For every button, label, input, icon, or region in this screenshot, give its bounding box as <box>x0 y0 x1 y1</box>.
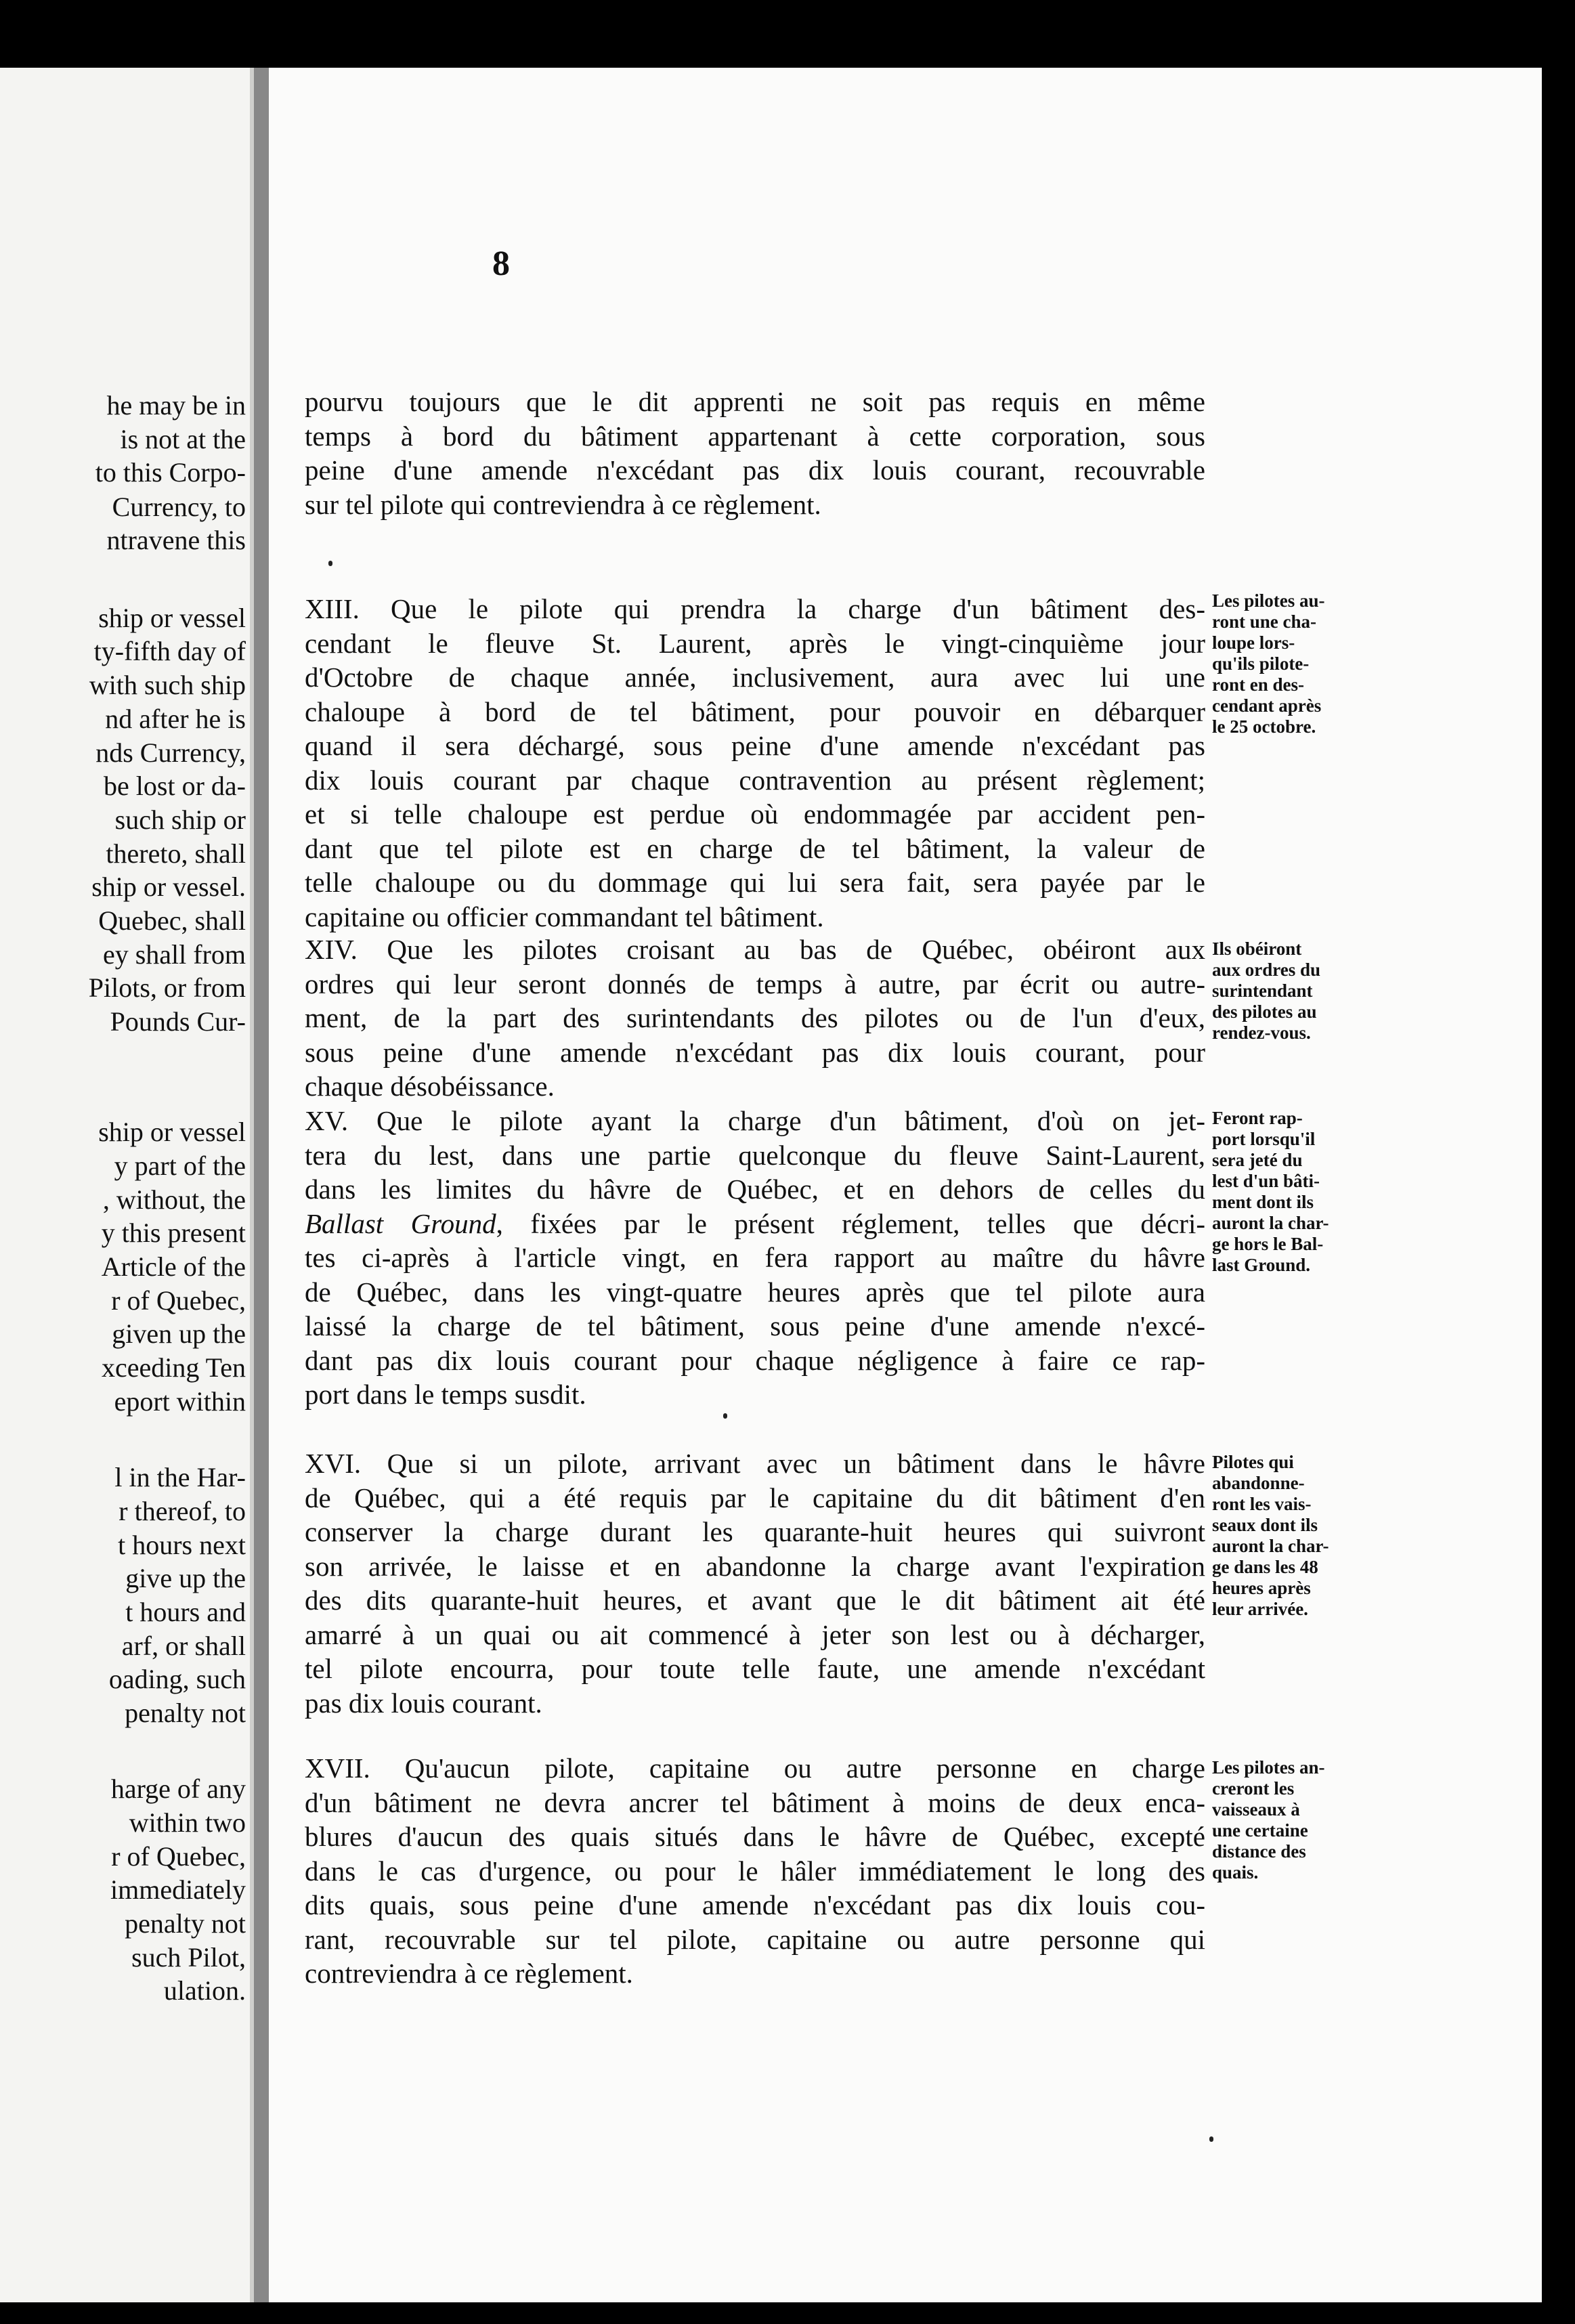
left-page-fragment: he may be in <box>106 390 246 421</box>
margin-note-xvi <box>1212 1452 1375 1620</box>
text-line: pourvu toujours que le dit apprenti ne soit pas requis en même <box>305 386 1205 417</box>
ink-speck <box>723 1413 727 1419</box>
margin-note-line: Pilotes qui <box>1212 1452 1294 1472</box>
margin-note-line: le 25 octobre. <box>1212 716 1316 737</box>
left-page-fragment: to this Corpo- <box>95 457 246 488</box>
margin-note-line: surintendant <box>1212 981 1313 1001</box>
text-line: conserver la charge durant les quarante-huit heures qui suivront <box>305 1516 1205 1547</box>
margin-note-xiii <box>1212 590 1375 737</box>
text-line: dans les limites du hâvre de Québec, et en dehors de celles du <box>305 1174 1205 1205</box>
margin-note-line: ment dont ils <box>1212 1192 1314 1212</box>
left-page-fragment: r of Quebec, <box>111 1285 246 1316</box>
left-page-fragment: ship or vessel <box>98 1117 246 1147</box>
text-line: dant que tel pilote est en charge de tel bâtiment, la valeur de <box>305 832 1205 864</box>
text-line: sur tel pilote qui contreviendra à ce règlement. <box>305 488 821 520</box>
text-line: laissé la charge de tel bâtiment, sous peine d'une amende n'excé- <box>305 1310 1205 1341</box>
text-line: capitaine ou officier commandant tel bâtiment. <box>305 901 824 932</box>
left-page-fragment: nds Currency, <box>95 737 246 768</box>
margin-note-line: cendant après <box>1212 695 1322 716</box>
margin-note-line: Les pilotes au- <box>1212 590 1325 611</box>
text-line: XV. Que le pilote ayant la charge d'un bâtiment, d'où on jet- <box>305 1105 1205 1136</box>
text-line: chaloupe à bord de tel bâtiment, pour pouvoir en débarquer <box>305 695 1205 727</box>
margin-note-line: auront la char- <box>1212 1213 1329 1233</box>
margin-note-line: rendez-vous. <box>1212 1023 1311 1043</box>
text-line: dix louis courant par chaque contravention au présent règlement; <box>305 764 1205 796</box>
text-line: sous peine d'une amende n'excédant pas dix louis courant, pour <box>305 1036 1205 1068</box>
left-page-fragment: arf, or shall <box>121 1631 246 1661</box>
text-line: tel pilote encourra, pour toute telle faute, une amende n'excédant <box>305 1653 1205 1684</box>
left-page-fragment: t hours next <box>118 1530 246 1560</box>
left-page-fragment: within two <box>129 1807 246 1838</box>
text-line: cendant le fleuve St. Laurent, après le vingt-cinquième jour <box>305 627 1205 659</box>
margin-note-line: quais. <box>1212 1862 1259 1882</box>
left-page-fragment: y part of the <box>114 1150 246 1181</box>
left-page-fragment: t hours and <box>125 1597 246 1627</box>
text-line: des dits quarante-huit heures, et avant que le dit bâtiment ait été <box>305 1585 1205 1616</box>
margin-note-line: ge dans les 48 <box>1212 1557 1318 1577</box>
text-line: temps à bord du bâtiment appartenant à cette corporation, sous <box>305 420 1205 452</box>
text-line: chaque désobéissance. <box>305 1071 555 1102</box>
text-line: XVII. Qu'aucun pilote, capitaine ou autre personne en charge <box>305 1752 1205 1784</box>
text-line: ordres qui leur seront donnés de temps à autre, par écrit ou autre- <box>305 968 1205 999</box>
margin-note-line: leur arrivée. <box>1212 1599 1308 1619</box>
left-page-fragment: penalty not <box>125 1908 246 1939</box>
paragraph-intro <box>305 385 1205 521</box>
margin-note-xiv <box>1212 939 1375 1043</box>
margin-note-line: ge hors le Bal- <box>1212 1234 1324 1254</box>
left-page-fragment: is not at the <box>120 424 246 454</box>
left-page-fragment: xceeding Ten <box>101 1352 246 1383</box>
margin-note-line: auront la char- <box>1212 1536 1329 1556</box>
paragraph-article-xiii <box>305 592 1205 934</box>
margin-note-line: heures après <box>1212 1578 1311 1598</box>
book-gutter <box>254 68 269 2302</box>
text-line: tera du lest, dans une partie quelconque du fleuve Saint-Laurent, <box>305 1139 1205 1171</box>
margin-note-line: last Ground. <box>1212 1255 1311 1275</box>
left-page-fragment: nd after he is <box>105 704 246 734</box>
left-page-fragment: r of Quebec, <box>111 1841 246 1872</box>
paragraph-article-xv <box>305 1104 1205 1412</box>
margin-note-line: ront les vais- <box>1212 1494 1312 1514</box>
left-page-fragment: Pilots, or from <box>88 972 246 1003</box>
text-line: tes ci-après à l'article vingt, en fera rapport au maître du hâvre <box>305 1242 1205 1273</box>
left-page-fragment: r thereof, to <box>118 1496 246 1526</box>
text-line: peine d'une amende n'excédant pas dix louis courant, recouvrable <box>305 454 1205 486</box>
text-line: d'un bâtiment ne devra ancrer tel bâtiment à moins de deux enca- <box>305 1786 1205 1818</box>
margin-note-line: seaux dont ils <box>1212 1515 1318 1535</box>
text-line: port dans le temps susdit. <box>305 1379 586 1410</box>
page-number: 8 <box>492 244 510 283</box>
text-line: contreviendra à ce règlement. <box>305 1958 633 1989</box>
text-line: Ballast Ground, fixées par le présent réglement, telles que décri- <box>305 1207 1205 1239</box>
margin-note-line: abandonne- <box>1212 1473 1305 1493</box>
margin-note-line: Les pilotes an- <box>1212 1757 1325 1778</box>
margin-note-line: sera jeté du <box>1212 1150 1303 1170</box>
left-page-fragment: Quebec, shall <box>98 905 246 936</box>
left-page-fragment: such Pilot, <box>131 1942 246 1973</box>
paragraph-article-xiv <box>305 932 1205 1104</box>
scan-bottom-edge <box>0 2302 1575 2324</box>
margin-note-line: lest d'un bâti- <box>1212 1171 1320 1191</box>
text-line: quand il sera déchargé, sous peine d'une amende n'excédant pas <box>305 730 1205 761</box>
left-page-fragment: y this present <box>101 1218 246 1248</box>
margin-note-line: creront les <box>1212 1778 1295 1799</box>
paragraph-article-xvi <box>305 1446 1205 1720</box>
text-line: dits quais, sous peine d'une amende n'excédant pas dix louis cou- <box>305 1889 1205 1920</box>
margin-note-line: Ils obéiront <box>1212 939 1302 959</box>
margin-note-xvii <box>1212 1757 1375 1883</box>
margin-note-line: Feront rap- <box>1212 1108 1303 1128</box>
text-line: d'Octobre de chaque année, inclusivement, aura avec lui une <box>305 662 1205 693</box>
left-page-fragment: ship or vessel. <box>91 872 246 902</box>
text-line: et si telle chaloupe est perdue où endommagée par accident pen- <box>305 798 1205 830</box>
margin-note-line: ront en des- <box>1212 674 1305 695</box>
left-page-fragment: ty-fifth day of <box>93 636 246 666</box>
left-page <box>0 68 254 2302</box>
left-page-fragment: oading, such <box>108 1664 246 1694</box>
margin-note-line: une certaine <box>1212 1820 1308 1841</box>
text-line: de Québec, dans les vingt-quatre heures après que tel pilote aura <box>305 1276 1205 1308</box>
ink-speck <box>328 561 332 566</box>
left-page-fragment: ey shall from <box>102 939 246 970</box>
left-page-fragment: thereto, shall <box>106 838 246 869</box>
text-line: XIV. Que les pilotes croisant au bas de Québec, obéiront aux <box>305 934 1205 965</box>
left-page-fragment: given up the <box>112 1318 246 1349</box>
left-page-fragment: eport within <box>114 1386 246 1417</box>
left-page-fragment: Article of the <box>101 1251 246 1282</box>
left-page-fragment: be lost or da- <box>104 771 246 801</box>
text-line: XIII. Que le pilote qui prendra la charge d'un bâtiment des- <box>305 593 1205 624</box>
left-page-fragment: Pounds Cur- <box>110 1006 246 1037</box>
text-line: ment, de la part des surintendants des pilotes ou de l'un d'eux, <box>305 1002 1205 1033</box>
text-line: pas dix louis courant. <box>305 1687 542 1719</box>
text-line: son arrivée, le laisse et en abandonne la charge avant l'expiration <box>305 1550 1205 1582</box>
left-page-fragment: ulation. <box>163 1975 246 2006</box>
text-line: amarré à un quai ou ait commencé à jeter son lest ou à décharger, <box>305 1618 1205 1650</box>
text-line: blures d'aucun des quais situés dans le hâvre de Québec, excepté <box>305 1821 1205 1852</box>
text-line: de Québec, qui a été requis par le capitaine du dit bâtiment d'en <box>305 1482 1205 1513</box>
margin-note-xv <box>1212 1108 1375 1276</box>
paragraph-article-xvii <box>305 1751 1205 1991</box>
margin-note-line: distance des <box>1212 1841 1306 1862</box>
margin-note-line: des pilotes au <box>1212 1002 1317 1022</box>
left-page-fragment: with such ship <box>89 670 246 700</box>
left-page-fragment: , without, the <box>102 1184 246 1215</box>
text-line: XVI. Que si un pilote, arrivant avec un bâtiment dans le hâvre <box>305 1448 1205 1479</box>
text-line: dans le cas d'urgence, ou pour le hâler immédiatement le long des <box>305 1855 1205 1887</box>
left-page-fragment: ntravene this <box>106 525 246 555</box>
left-page-fragment: harge of any <box>110 1773 246 1804</box>
text-line: telle chaloupe ou du dommage qui lui sera fait, sera payée par le <box>305 867 1205 898</box>
margin-note-line: loupe lors- <box>1212 632 1295 653</box>
text-line: dant pas dix louis courant pour chaque négligence à faire ce rap- <box>305 1344 1205 1376</box>
margin-note-line: port lorsqu'il <box>1212 1129 1316 1149</box>
margin-note-line: qu'ils pilote- <box>1212 653 1310 674</box>
left-page-fragment: such ship or <box>114 804 246 835</box>
margin-note-line: ront une cha- <box>1212 611 1317 632</box>
margin-note-line: aux ordres du <box>1212 960 1321 980</box>
left-page-fragment: Currency, to <box>112 492 246 522</box>
left-page-fragment: ship or vessel <box>98 603 246 633</box>
ink-speck <box>1209 2136 1213 2142</box>
text-line: rant, recouvrable sur tel pilote, capitaine ou autre personne qui <box>305 1923 1205 1955</box>
margin-note-line: vaisseaux à <box>1212 1799 1300 1820</box>
left-page-fragment: l in the Har- <box>114 1462 246 1492</box>
left-page-fragment: penalty not <box>125 1698 246 1728</box>
left-page-fragment: give up the <box>125 1563 246 1593</box>
left-page-fragment: immediately <box>110 1874 246 1905</box>
